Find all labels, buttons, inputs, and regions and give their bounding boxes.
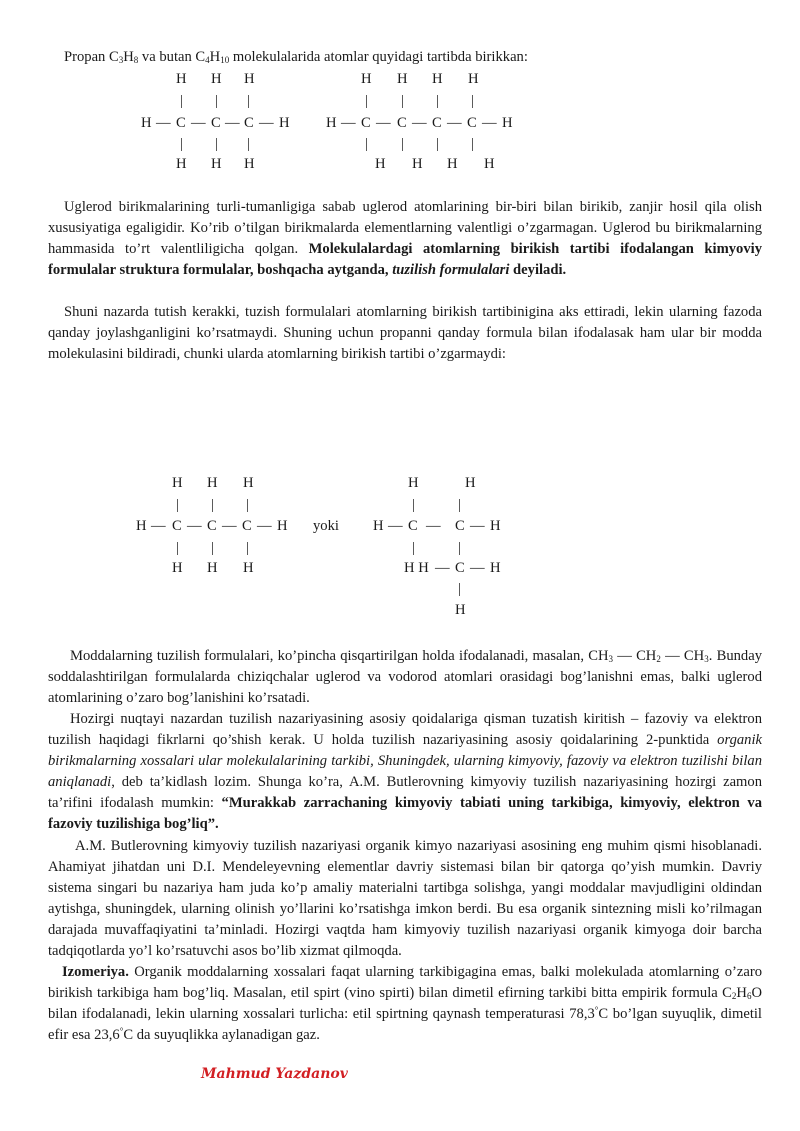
bond-vertical: |	[246, 540, 249, 556]
section-heading-isomeriya: Izomeriya.	[62, 964, 129, 980]
paragraph-text: Uglerod birikmalarining turli-tumanligiga sabab uglerod atomlarining bir-biri bilan birikib, zanjir hosil qila olish xususiyatiga egaligidir. Ko’rib o’tilgan birikmalarda elementlarning valentligi o’zgarmagan. Uglerod bu birikmalarning hammasida to’rt valentliligicha qolgan.	[48, 199, 762, 257]
atom-c: C	[211, 115, 221, 131]
intro-text: H	[123, 49, 134, 65]
atom-h: H	[277, 518, 288, 534]
paragraph-text: . Bunday soddalashtirilgan formulalarda chiziqchalar uglerod va vodorod atomlari orasidagi bog’lanishni emas, balki uglerod atomlarining o’zaro bog’lanishini ko’rsatadi.	[48, 648, 763, 706]
bond-horizontal: —	[388, 518, 403, 534]
bond-horizontal: —	[376, 115, 391, 131]
bond-horizontal: —	[470, 518, 485, 534]
atom-h: H	[465, 475, 476, 491]
bond-vertical: |	[412, 497, 415, 513]
atom-h: H	[207, 560, 218, 576]
atom-c: C	[432, 115, 442, 131]
superscript: °	[119, 1026, 124, 1036]
bond-vertical: |	[215, 93, 218, 109]
atom-c: C	[397, 115, 407, 131]
atom-h: H	[432, 71, 443, 87]
paragraph-text: H	[736, 985, 747, 1001]
bond-vertical: |	[458, 540, 461, 556]
atom-h: H	[455, 602, 466, 618]
subscript: 10	[220, 55, 230, 65]
atom-h: H	[373, 518, 384, 534]
italic-statement: organik birikmalarning xossalari ular molekulalarining tarkibi, Shuningdek, ularning kimyoviy, fazoviy va elektron tuzilishi bilan aniqlanadi	[48, 732, 762, 790]
bond-horizontal: —	[257, 518, 272, 534]
atom-h: H	[243, 560, 254, 576]
subscript: 2	[731, 991, 737, 1001]
paragraph-butlerov-theory	[48, 836, 762, 962]
atom-h: H	[176, 156, 187, 172]
paragraph-isomerism	[48, 962, 762, 1046]
atom-h: H	[468, 71, 479, 87]
bond-vertical: |	[365, 93, 368, 109]
paragraph-text: , deb ta’kidlash lozim. Shunga ko’ra, A.M. Butlerovning kimyoviy tuzilish nazariyasining hozirgi zamon ta’rifini ifodalash mumkin:	[48, 774, 762, 811]
atom-h: H	[136, 518, 147, 534]
paragraph-text: Hozirgi nuqtayi nazardan tuzilish nazariyasining asosiy qoidalariga qisman tuzatish kiritish – fazoviy va elektron tuzilish haqidagi fikrlarni qo’shish kerak. U holda tuzilish nazariyasining asosiy qoidalarining 2-punktida	[48, 711, 762, 748]
atom-h: H	[244, 156, 255, 172]
subscript: 8	[133, 55, 139, 65]
atom-h: H	[490, 560, 501, 576]
bond-vertical: |	[215, 136, 218, 152]
atom-c: C	[242, 518, 252, 534]
atom-h: H	[447, 156, 458, 172]
bond-vertical: |	[401, 136, 404, 152]
atom-c: C	[467, 115, 477, 131]
bond-vertical: |	[176, 497, 179, 513]
paragraph-spatial-note	[48, 302, 762, 365]
atom-h-pair: H H	[404, 560, 429, 576]
bond-vertical: |	[176, 540, 179, 556]
atom-c: C	[455, 518, 465, 534]
atom-h: H	[172, 475, 183, 491]
subscript: 3	[704, 654, 709, 664]
atom-h: H	[361, 71, 372, 87]
atom-c: C	[361, 115, 371, 131]
paragraph-text: Organik moddalarning xossalari faqat ularning tarkibigagina emas, balki molekulada atomlarning o’zaro birikish tarkibiga ham bog’liq. Masalan, etil spirt (vino spirti) bilan dimetil efirning tarkibi bitta empirik formula C	[48, 964, 762, 1001]
bond-vertical: |	[180, 93, 183, 109]
bond-horizontal: —	[426, 518, 441, 534]
bond-vertical: |	[458, 581, 461, 597]
author-signature: Mahmud Yazdanov	[201, 1066, 348, 1082]
superscript: °	[594, 1005, 599, 1015]
bond-vertical: |	[246, 497, 249, 513]
bond-horizontal: —	[435, 560, 450, 576]
atom-c: C	[172, 518, 182, 534]
intro-text: va butan C	[138, 49, 206, 65]
bond-vertical: |	[180, 136, 183, 152]
bond-horizontal: —	[151, 518, 166, 534]
subscript: 4	[205, 55, 210, 65]
atom-h: H	[244, 71, 255, 87]
subscript: 6	[746, 991, 752, 1001]
bond-vertical: |	[458, 497, 461, 513]
bold-quote: “Murakkab zarrachaning kimyoviy tabiati uning tarkibiga, kimyoviy, elektron va fazoviy tuzilishiga bog’liq”.	[48, 795, 762, 832]
atom-h: H	[408, 475, 419, 491]
bond-vertical: |	[471, 136, 474, 152]
paragraph-structural-formulas	[48, 197, 762, 281]
bond-vertical: |	[247, 136, 250, 152]
atom-h: H	[141, 115, 152, 131]
bond-horizontal: —	[156, 115, 171, 131]
paragraph-text: — CH	[613, 648, 657, 664]
atom-h: H	[326, 115, 337, 131]
paragraph-condensed-formulas	[48, 646, 762, 709]
subscript: 2	[656, 654, 661, 664]
atom-h: H	[490, 518, 501, 534]
bond-vertical: |	[211, 540, 214, 556]
paragraph-text: — CH	[660, 648, 705, 664]
paragraph-text: C bo’lgan suyuqlik, dimetil efir esa 23,6	[48, 1006, 762, 1043]
paragraph-text: Moddalarning tuzilish formulalari, ko’pincha qisqartirilgan holda ifodalanadi, masalan, CH	[70, 648, 609, 664]
atom-h: H	[211, 156, 222, 172]
paragraph-text: A.M. Butlerovning kimyoviy tuzilish nazariyasi organik kimyo nazariyasi asosining eng muhim qismi hisoblanadi. Ahamiyat jihatdan uni D.I. Mendeleyevning elementlar davriy sistemasi bilan bir qatorga qo’yish mumkin. Davriy sistema singari bu nazariya ham juda ko’p amaliy materialni tartibga solishga, yangi moddalar mavjudligini oldindan aytishga, shuningdek, ularning olinish yo’llarini ko’rsatishga imkon berdi. Bu esa organik sintezning misli ko’rilmagan darajada muvaffaqiyatini ta’minladi. Hozirgi vaqtda ham kimyoviy tuzilish nazariyasi organik kimyoga doir barcha tadqiqotlarda yo’l ko’rsatuvchi asos bo’lib xizmat qilmoqda.	[48, 838, 762, 959]
bond-vertical: |	[436, 93, 439, 109]
bond-horizontal: —	[222, 518, 237, 534]
subscript: 3	[118, 55, 124, 65]
intro-text: Propan C	[64, 49, 119, 65]
paragraph-text: Shuni nazarda tutish kerakki, tuzish formulalari atomlarning birikish tartibinigina aks ettiradi, lekin ularning fazoda qanday joylashganligini ko’rsatmaydi. Shuning uchun propanni qanday formula bilan ifodalasak ham ular bir modda molekulasini bildiradi, chunki ularda atomlarning birikish tartibi o’zgarmaydi:	[48, 304, 762, 362]
bond-horizontal: —	[470, 560, 485, 576]
bond-vertical: |	[412, 540, 415, 556]
bold-definition-end: deyiladi.	[509, 262, 567, 278]
atom-h: H	[502, 115, 513, 131]
bond-vertical: |	[401, 93, 404, 109]
atom-h: H	[484, 156, 495, 172]
atom-c: C	[207, 518, 217, 534]
subscript: 3	[608, 654, 613, 664]
bold-italic-term: tuzilish formulalari	[392, 262, 510, 278]
paragraph-text: C da suyuqlikka aylanadigan gaz.	[123, 1027, 320, 1043]
atom-h: H	[211, 71, 222, 87]
bond-vertical: |	[247, 93, 250, 109]
paragraph-modern-theory	[48, 709, 762, 835]
bond-horizontal: —	[412, 115, 427, 131]
atom-c: C	[176, 115, 186, 131]
bond-vertical: |	[211, 497, 214, 513]
atom-c: C	[244, 115, 254, 131]
intro-text: H	[209, 49, 221, 65]
atom-h: H	[172, 560, 183, 576]
intro-text: molekulalarida atomlar quyidagi tartibda birikkan:	[229, 49, 528, 65]
bond-vertical: |	[471, 93, 474, 109]
bond-horizontal: —	[225, 115, 240, 131]
atom-h: H	[397, 71, 408, 87]
bond-horizontal: —	[482, 115, 497, 131]
bond-horizontal: —	[259, 115, 274, 131]
yoki-separator: yoki	[313, 518, 339, 534]
atom-h: H	[375, 156, 386, 172]
bond-horizontal: —	[447, 115, 462, 131]
atom-c: C	[455, 560, 465, 576]
bond-horizontal: —	[187, 518, 202, 534]
bond-vertical: |	[436, 136, 439, 152]
atom-h: H	[279, 115, 290, 131]
atom-h: H	[207, 475, 218, 491]
intro-line	[64, 47, 528, 67]
bond-horizontal: —	[341, 115, 356, 131]
atom-c: C	[408, 518, 418, 534]
bond-horizontal: —	[191, 115, 206, 131]
atom-h: H	[176, 71, 187, 87]
paragraph-text: O bilan ifodalanadi, lekin ularning xossalari turlicha: etil spirtning qaynash temperaturasi 78,3	[48, 985, 762, 1022]
bond-vertical: |	[365, 136, 368, 152]
atom-h: H	[243, 475, 254, 491]
atom-h: H	[412, 156, 423, 172]
bold-definition: Molekulalardagi atomlarning birikish tartibi ifodalangan kimyoviy formulalar struktura formulalar, boshqacha aytganda,	[48, 241, 762, 278]
